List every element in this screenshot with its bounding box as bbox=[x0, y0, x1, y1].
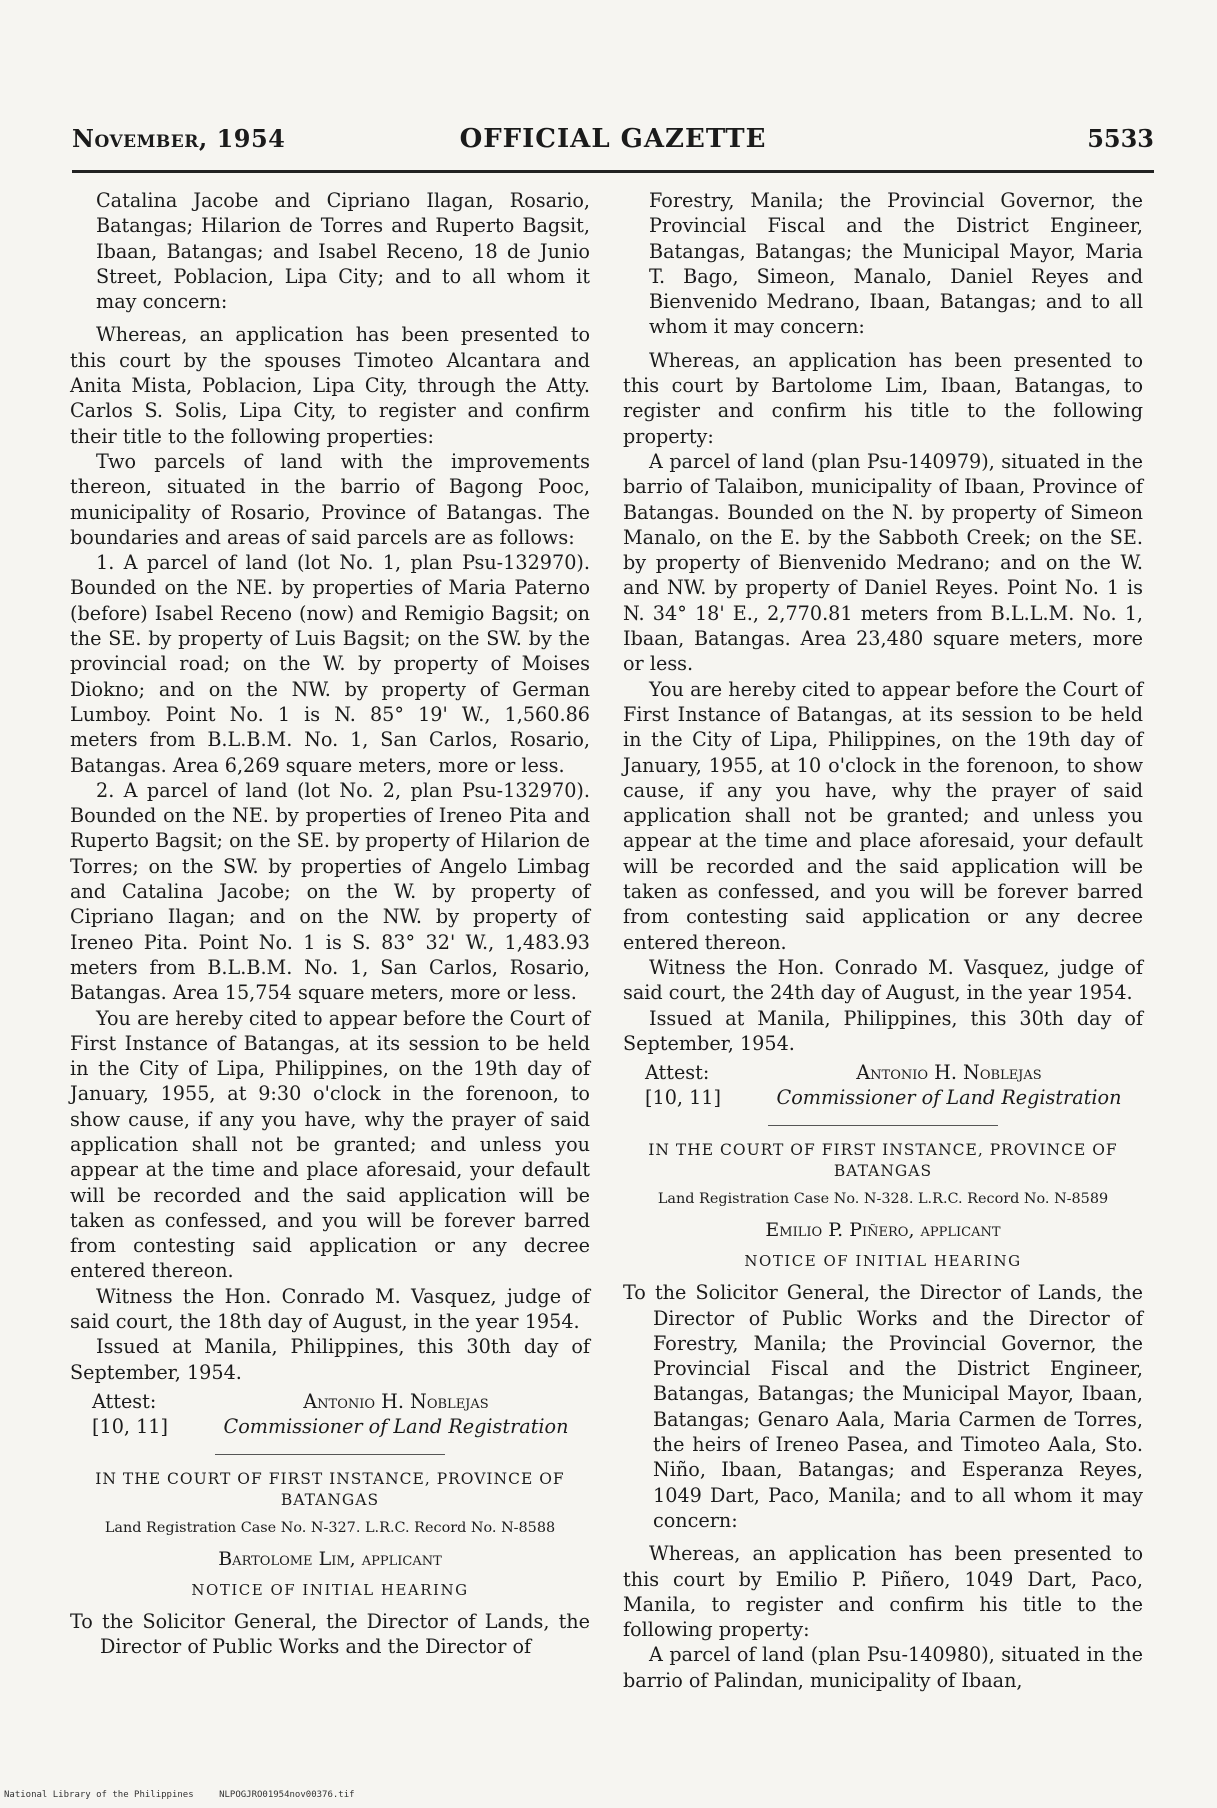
issue-reference: [10, 11] bbox=[92, 1415, 169, 1439]
signer-title: Commissioner of Land Registration bbox=[223, 1415, 569, 1439]
section-separator bbox=[215, 1454, 445, 1455]
header-rule bbox=[72, 170, 1154, 173]
paragraph: Issued at Manila, Philippines, this 30th day of September, 1954. bbox=[70, 1335, 590, 1384]
case-number: Land Registration Case No. N-327. L.R.C. Record No. N-8588 bbox=[104, 1519, 556, 1536]
court-heading: IN THE COURT OF FIRST INSTANCE, PROVINCE OF BATANGAS bbox=[95, 1469, 565, 1509]
library-credit: National Library of the Philippines bbox=[4, 1790, 194, 1800]
signer-name: Antonio H. Noblejas bbox=[856, 1061, 1042, 1085]
attest-label: Attest: bbox=[645, 1061, 710, 1085]
issue-reference: [10, 11] bbox=[645, 1086, 722, 1110]
applicant-name: Bartolome Lim, applicant bbox=[218, 1547, 442, 1570]
notice-title: NOTICE OF INITIAL HEARING bbox=[744, 1251, 1022, 1270]
signer-title-line bbox=[70, 1414, 590, 1439]
paragraph: Whereas, an application has been presented to this court by Bartolome Lim, Ibaan, Batangas, to register and confirm his title to the following property: bbox=[623, 348, 1143, 448]
page-header bbox=[72, 124, 1154, 158]
paragraph: You are hereby cited to appear before the Court of First Instance of Batangas, at its session to be held in the City of Lipa, Philippines, on the 19th day of January, 1955, at 9:30 o'clock in the forenoon, to show cause, if any you have, why the prayer of said application shall not be granted; and unless you appear at the time and place aforesaid, your default will be recorded and the said application will be taken as confessed, and you will be forever barred from contesting said application or any decree entered thereon. bbox=[70, 1006, 590, 1283]
court-heading: IN THE COURT OF FIRST INSTANCE, PROVINCE OF BATANGAS bbox=[648, 1140, 1118, 1180]
attest-line bbox=[70, 1389, 590, 1414]
signer-title: Commissioner of Land Registration bbox=[776, 1086, 1122, 1110]
publication-title: OFFICIAL GAZETTE bbox=[459, 124, 767, 154]
paragraph: Two parcels of land with the improvements thereon, situated in the barrio of Bagong Pooc, municipality of Rosario, Province of Batangas. The boundaries and areas of said parcels are as follows: bbox=[70, 449, 590, 549]
section-separator bbox=[768, 1125, 998, 1126]
paragraph: Issued at Manila, Philippines, this 30th day of September, 1954. bbox=[623, 1006, 1143, 1055]
addressees-continued: Forestry, Manila; the Provincial Governor, the Provincial Fiscal and the District Engineer, Batangas, Batangas; the Municipal Mayor, Maria T. Bago, Simeon, Manalo, Daniel Reyes and Bienvenido Medrano, Ibaan, Batangas; and to all whom it may concern: bbox=[649, 189, 1143, 339]
parcel-description: 1. A parcel of land (lot No. 1, plan Psu-132970). Bounded on the NE. by properties of Maria Paterno (before) Isabel Receno (now) and Remigio Bagsit; on the SE. by property of Luis Bagsit; on the SW. by the provincial road; on the W. by property of Moises Diokno; and on the NW. by property of German Lumboy. Point No. 1 is N. 85° 19' W., 1,560.86 meters from B.L.B.M. No. 1, San Carlos, Rosario, Batangas. Area 6,269 square meters, more or less. bbox=[70, 551, 590, 777]
addressees: To the Solicitor General, the Director of Lands, the Director of Public Works and the Director of Forestry, Manila; the Provincial Governor, the Provincial Fiscal and the District Engineer, Batangas, Batangas; the Municipal Mayor, Ibaan, Batangas; Genaro Aala, Maria Carmen de Torres, the heirs of Ireneo Pasea, and Timoteo Aala, Sto. Niño, Ibaan, Batangas; and Esperanza Reyes, 1049 Dart, Paco, Manila; and to all whom it may concern: bbox=[623, 1281, 1143, 1532]
signer-name: Antonio H. Noblejas bbox=[303, 1389, 489, 1413]
file-name: NLPOGJRO01954nov00376.tif bbox=[219, 1790, 355, 1800]
addressees-continued: Catalina Jacobe and Cipriano Ilagan, Rosario, Batangas; Hilarion de Torres and Ruperto Bagsit, Ibaan, Batangas; and Isabel Receno, 18 de Junio Street, Poblacion, Lipa City; and to all whom it may concern: bbox=[96, 189, 590, 314]
applicant-name: Emilio P. Piñero, applicant bbox=[765, 1218, 1001, 1241]
issue-date: November, 1954 bbox=[72, 124, 286, 153]
paragraph: Whereas, an application has been presented to this court by the spouses Timoteo Alcantara and Anita Mista, Poblacion, Lipa City, through the Atty. Carlos S. Solis, Lipa City, to register and confirm their title to the following properties: bbox=[70, 323, 590, 448]
paragraph: Whereas, an application has been presented to this court by Emilio P. Piñero, 1049 Dart, Paco, Manila, to register and confirm his title to the following property: bbox=[623, 1542, 1143, 1642]
right-column bbox=[623, 188, 1143, 1693]
parcel-description: A parcel of land (plan Psu-140979), situated in the barrio of Talaibon, municipality of Ibaan, Province of Batangas. Bounded on the N. by property of Simeon Manalo, on the E. by the Sabboth Creek; on the SE. by property of Bienvenido Medrano; and on the W. and NW. by property of Daniel Reyes. Point No. 1 is N. 34° 18' E., 2,770.81 meters from B.L.L.M. No. 1, Ibaan, Batangas. Area 23,480 square meters, more or less. bbox=[623, 449, 1143, 676]
addressees: To the Solicitor General, the Director of Lands, the Director of Public Works and the Director of bbox=[70, 1610, 590, 1659]
parcel-description: A parcel of land (plan Psu-140980), situated in the barrio of Palindan, municipality of Ibaan, bbox=[623, 1643, 1143, 1692]
signer-title-line bbox=[623, 1085, 1143, 1110]
scan-footer bbox=[4, 1790, 375, 1800]
paragraph: Witness the Hon. Conrado M. Vasquez, judge of said court, the 18th day of August, in the year 1954. bbox=[70, 1284, 590, 1334]
notice-title: NOTICE OF INITIAL HEARING bbox=[191, 1580, 469, 1599]
attest-label: Attest: bbox=[92, 1389, 157, 1413]
case-number: Land Registration Case No. N-328. L.R.C. Record No. N-8589 bbox=[657, 1190, 1109, 1207]
page-number: 5533 bbox=[1087, 124, 1154, 153]
parcel-description: 2. A parcel of land (lot No. 2, plan Psu-132970). Bounded on the NE. by properties of Ireneo Pita and Ruperto Bagsit; on the SE. by property of Hilarion de Torres; on the SW. by properties of Angelo Limbag and Catalina Jacobe; on the W. by property of Cipriano Ilagan; and on the NW. by property of Ireneo Pita. Point No. 1 is S. 83° 32' W., 1,483.93 meters from B.L.B.M. No. 1, San Carlos, Rosario, Batangas. Area 15,754 square meters, more or less. bbox=[70, 778, 590, 1005]
attest-line bbox=[623, 1060, 1143, 1085]
paragraph: You are hereby cited to appear before the Court of First Instance of Batangas, at its session to be held in the City of Lipa, Philippines, on the 19th day of January, 1955, at 10 o'clock in the forenoon, to show cause, if any you have, why the prayer of said application shall not be granted; and unless you appear at the time and place aforesaid, your default will be recorded and the said application will be taken as confessed, and you will be forever barred from contesting said application or any decree entered thereon. bbox=[623, 677, 1143, 954]
paragraph: Witness the Hon. Conrado M. Vasquez, judge of said court, the 24th day of August, in the year 1954. bbox=[623, 955, 1143, 1005]
left-column bbox=[70, 188, 590, 1660]
